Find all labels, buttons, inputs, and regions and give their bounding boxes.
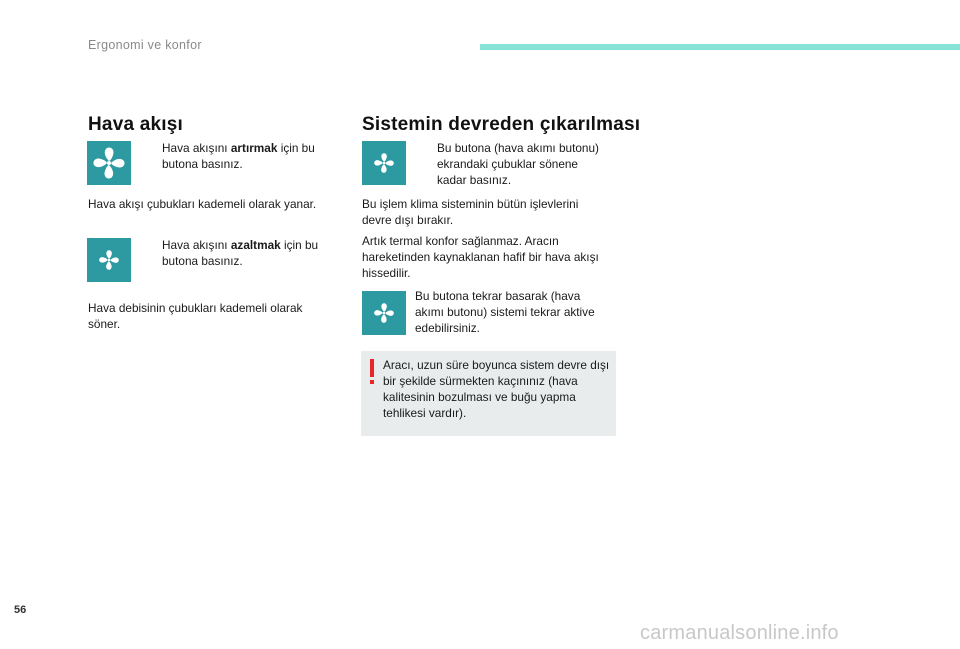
- warning-text: Aracı, uzun süre boyunca sistem devre dışı bir şekilde sürmekten kaçınınız (hava kalitesinin bozulması ve buğu yapma tehlikesi vardır).: [383, 358, 610, 420]
- fan-large-icon: [87, 141, 131, 185]
- press-until-bars-off-text: Bu butona (hava akımı butonu) ekrandaki çubuklar sönene kadar basınız.: [437, 141, 599, 187]
- bold-decrease: azaltmak: [230, 238, 281, 252]
- bold-increase: artırmak: [230, 141, 278, 155]
- header-accent-bar: [480, 44, 960, 50]
- increase-airflow-text: Hava akışını artırmak için bu butona basınız.: [162, 141, 315, 171]
- thermal-comfort-text: Artık termal konfor sağlanmaz. Aracın hareketinden kaynaklanan hafif bir hava akışı hissedilir.: [362, 234, 599, 280]
- fan-small-icon: [87, 238, 131, 282]
- fan-small-icon: [362, 291, 406, 335]
- fan-small-icon: [362, 141, 406, 185]
- section-title: Ergonomi ve konfor: [88, 38, 202, 52]
- reactivate-text: Bu butona tekrar basarak (hava akımı butonu) sistemi tekrar aktive edebilirsiniz.: [415, 289, 595, 335]
- heading-air-flow: Hava akışı: [88, 114, 183, 135]
- warning-exclamation-dot: [370, 380, 374, 384]
- watermark: carmanualsonline.info: [640, 622, 839, 644]
- page-number: 56: [14, 604, 27, 616]
- warning-exclamation-icon: [370, 359, 374, 377]
- disable-functions-text: Bu işlem klima sisteminin bütün işlevlerini devre dışı bırakır.: [362, 197, 579, 227]
- heading-system-off: Sistemin devreden çıkarılması: [362, 114, 641, 135]
- decrease-airflow-text: Hava akışını azaltmak için bu butona basınız.: [162, 238, 319, 268]
- bars-light-note: Hava akışı çubukları kademeli olarak yanar.: [88, 197, 317, 211]
- bars-off-note: Hava debisinin çubukları kademeli olarak söner.: [88, 301, 303, 331]
